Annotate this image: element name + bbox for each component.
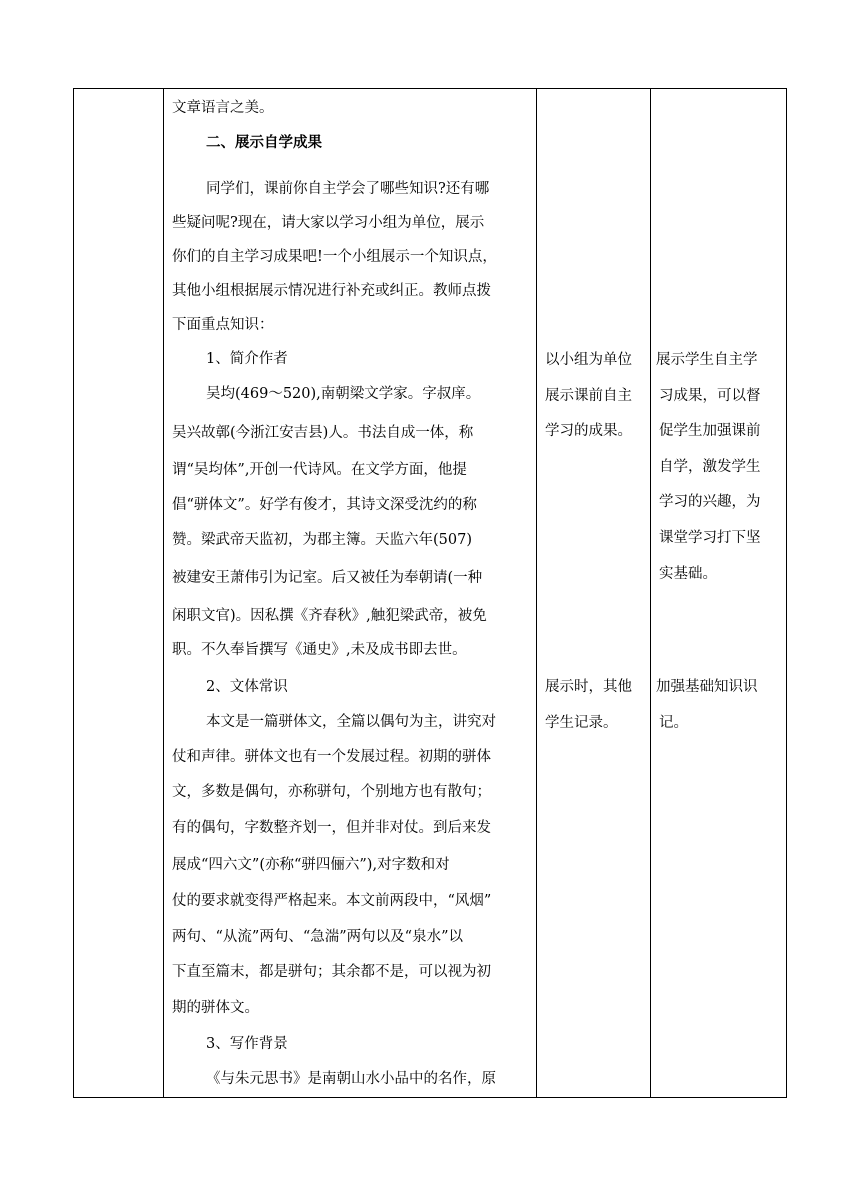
subsection-heading: 3、写作背景 [206,1036,288,1052]
student-activity-line: 学习的成果。 [545,423,632,439]
subsection-heading: 2、文体常识 [206,679,288,695]
content-line: 展成“四六文”(亦称“骈四俪六”),对字数和对 [172,857,450,873]
content-line: 赞。梁武帝天监初，为郡主簿。天监六年(507) [172,532,472,548]
subsection-heading: 1、简介作者 [206,351,288,367]
content-line: 同学们，课前你自主学会了哪些知识?还有哪 [206,181,490,197]
section-heading: 二、展示自学成果 [206,134,322,151]
content-line: 文章语言之美。 [172,100,274,116]
student-activity-line: 展示课前自主 [545,388,632,404]
table-bottom-border [73,1097,787,1098]
design-intent-line: 加强基础知识识 [656,679,758,695]
content-line: 些疑问呢?现在，请大家以学习小组为单位，展示 [172,215,485,231]
content-line: 职。不久奉旨撰写《通史》,未及成书即去世。 [172,642,467,658]
content-line: 其他小组根据展示情况进行补充或纠正。教师点拨 [172,283,491,299]
column-divider-3 [650,88,651,1097]
content-line: 《与朱元思书》是南朝山水小品中的名作，原 [206,1071,496,1087]
content-line: 文，多数是偶句，亦称骈句，个别地方也有散句； [172,784,491,800]
table-border-right [786,88,787,1097]
content-line: 本文是一篇骈体文，全篇以偶句为主，讲究对 [206,714,496,730]
content-line: 有的偶句，字数整齐划一，但并非对仗。到后来发 [172,820,491,836]
content-line: 下面重点知识： [172,317,274,333]
label-column-cell [74,89,163,1097]
content-line: 被建安王萧伟引为记室。后又被任为奉朝请(一种 [172,570,483,586]
content-line: 吴兴故鄣(今浙江安吉县)人。书法自成一体，称 [172,425,474,441]
design-intent-line: 展示学生自主学 [656,352,758,368]
content-line: 闲职文官)。因私撰《齐春秋》,触犯梁武帝，被免 [172,608,487,624]
content-line: 谓“吴均体”,开创一代诗风。在文学方面，他提 [172,462,467,478]
content-line: 仗和声律。骈体文也有一个发展过程。初期的骈体 [172,749,491,765]
design-intent-line: 促学生加强课前 [659,423,761,439]
column-divider-2 [536,88,537,1097]
content-line: 你们的自主学习成果吧!一个小组展示一个知识点， [172,249,497,265]
content-line: 仗的要求就变得严格起来。本文前两段中，“风烟” [172,893,492,909]
content-line: 两句、“从流”两句、“急湍”两句以及“泉水”以 [172,929,463,945]
content-line: 下直至篇末，都是骈句；其余都不是，可以视为初 [172,964,491,980]
student-activity-line: 学生记录。 [545,715,618,731]
design-intent-line: 记。 [659,715,688,731]
content-line: 倡“骈体文”。好学有俊才，其诗文深受沈约的称 [172,497,477,513]
design-intent-line: 自学，激发学生 [659,459,761,475]
column-divider-1 [163,88,164,1097]
table-top-border [73,88,787,89]
design-intent-line: 习成果，可以督 [659,388,761,404]
content-line: 期的骈体文。 [172,1000,259,1016]
design-intent-line: 学习的兴趣，为 [659,494,761,510]
student-activity-line: 以小组为单位 [545,352,632,368]
design-intent-line: 课堂学习打下坚 [659,530,761,546]
student-activity-line: 展示时，其他 [545,679,632,695]
design-intent-line: 实基础。 [659,566,717,582]
content-line: 吴均(469～520),南朝梁文学家。字叔庠。 [206,386,481,402]
